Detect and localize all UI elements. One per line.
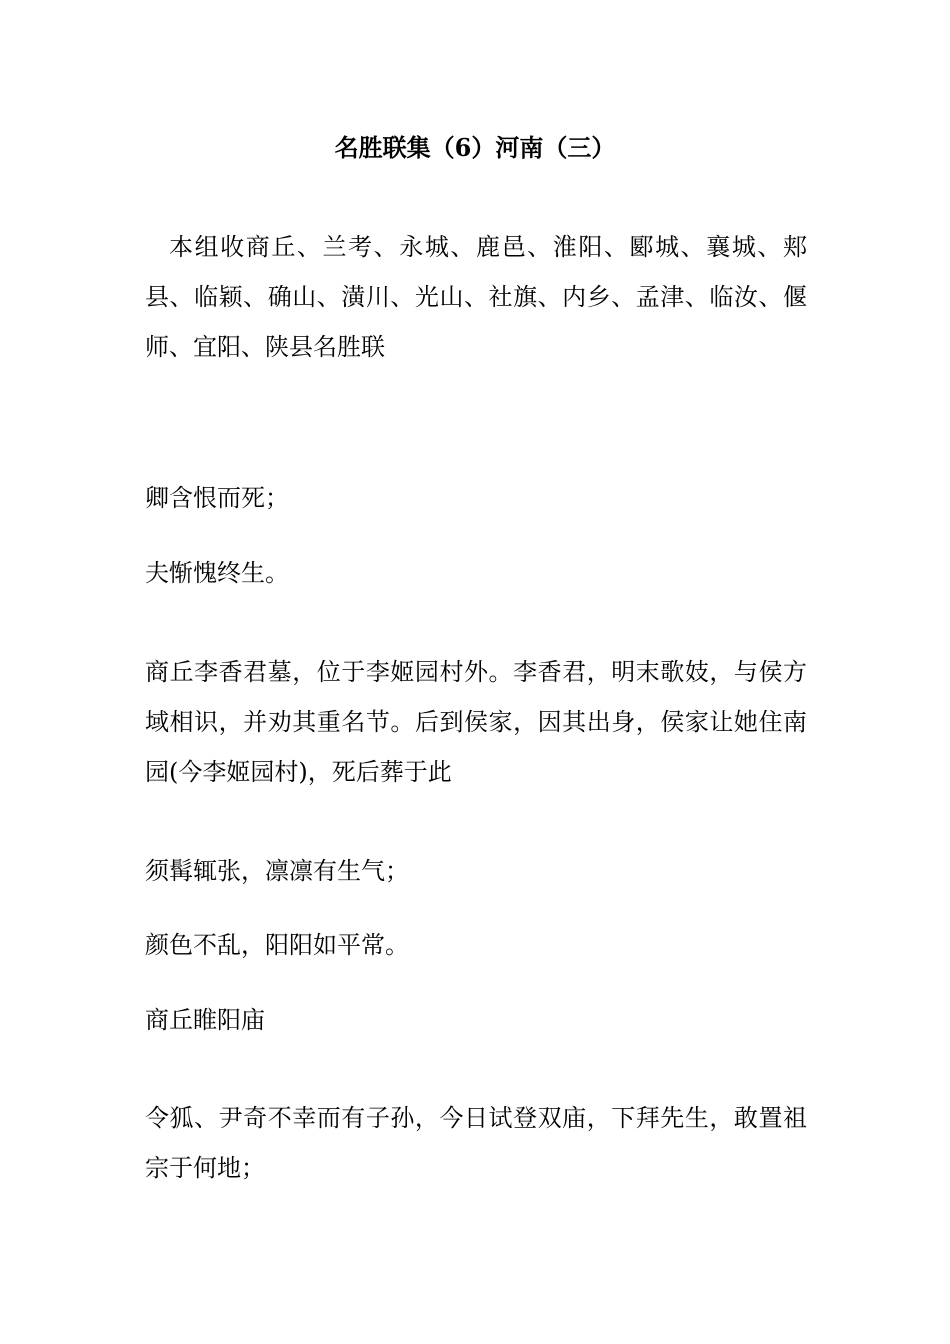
couplet-2-note: 商丘睢阳庙 <box>145 1006 265 1034</box>
couplet-2-line-2: 颜色不乱，阳阳如平常。 <box>145 931 409 959</box>
couplet-1-line-1: 卿含恨而死； <box>145 484 289 512</box>
intro-paragraph: 本组收商丘、兰考、永城、鹿邑、淮阳、郾城、襄城、郏县、临颖、确山、潢川、光山、社旗、内乡、孟津、临汝、偃师、宜阳、陕县名胜联 <box>145 233 807 361</box>
couplet-3-line-1: 令狐、尹奇不幸而有子孙，今日试登双庙，下拜先生，敢置祖宗于何地； <box>145 1104 807 1182</box>
couplet-2-line-1: 须髯辄张，凛凛有生气； <box>145 857 409 885</box>
couplet-1-line-2: 夫惭愧终生。 <box>145 559 289 587</box>
page-title: 名胜联集（6）河南（三） <box>334 133 616 162</box>
couplet-1-note: 商丘李香君墓，位于李姬园村外。李香君，明末歌妓，与侯方域相识，并劝其重名节。后到侯家，因其出身，侯家让她住南园(今李姬园村)，死后葬于此 <box>145 658 807 786</box>
